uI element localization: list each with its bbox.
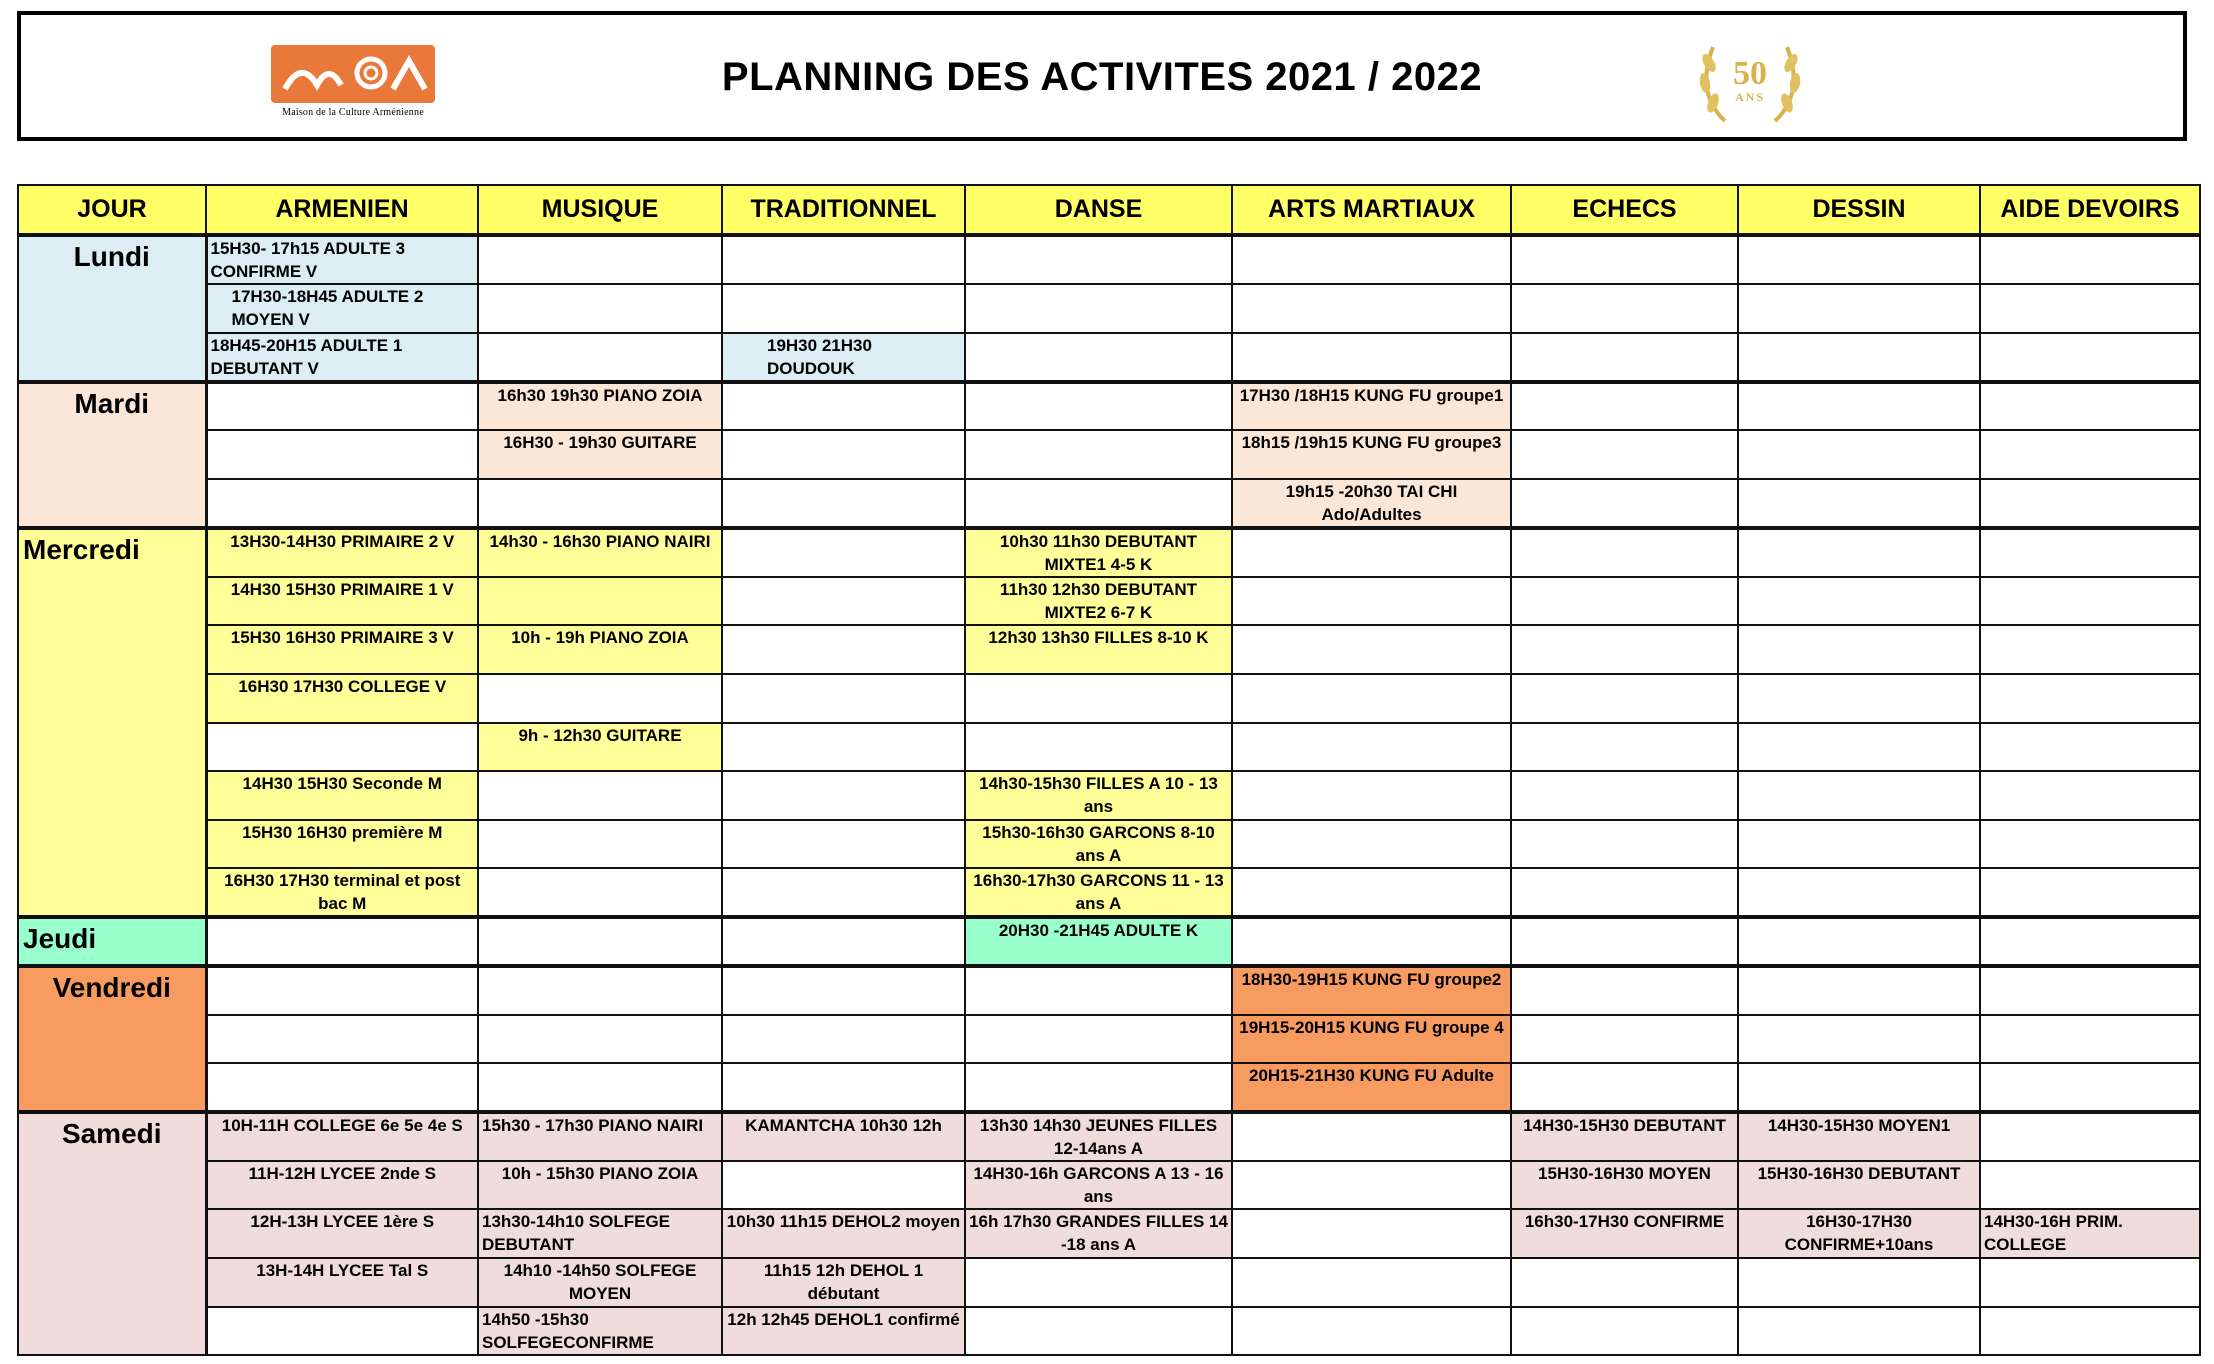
- cell-musique: 16H30 - 19h30 GUITARE: [478, 430, 722, 479]
- cell-armenien: 15H30- 17h15 ADULTE 3 CONFIRME V: [206, 235, 478, 284]
- table-row: [18, 284, 2200, 333]
- table-row: [18, 820, 2200, 869]
- col-header-arts-martiaux: ARTS MARTIAUX: [1232, 185, 1511, 235]
- cell-danse: 12h30 13h30 FILLES 8-10 K: [965, 625, 1232, 674]
- page-header: [17, 11, 2187, 141]
- cell-traditionnel: 19H30 21H30 DOUDOUK: [722, 333, 965, 382]
- cell-armenien: 13H-14H LYCEE Tal S: [206, 1258, 478, 1307]
- cell-danse: 16h30-17h30 GARCONS 11 - 13 ans A: [965, 868, 1232, 917]
- cell-musique: 13h30-14h10 SOLFEGE DEBUTANT: [478, 1209, 722, 1258]
- table-row: [18, 430, 2200, 479]
- table-row: [18, 1112, 2200, 1161]
- table-row: [18, 1015, 2200, 1064]
- cell-traditionnel: 10h30 11h15 DEHOL2 moyen: [722, 1209, 965, 1258]
- table-row: [18, 528, 2200, 577]
- cell-armenien: 15H30 16H30 première M: [206, 820, 478, 869]
- cell-arts-martiaux: 18h15 /19h15 KUNG FU groupe3: [1232, 430, 1511, 479]
- table-row: [18, 771, 2200, 820]
- table-row: [18, 333, 2200, 382]
- cell-musique: 15h30 - 17h30 PIANO NAIRI: [478, 1112, 722, 1161]
- logo-caption: Maison de la Culture Arménienne: [282, 107, 424, 118]
- cell-armenien: 11H-12H LYCEE 2nde S: [206, 1161, 478, 1210]
- table-row: [18, 577, 2200, 626]
- cell-armenien: 17H30-18H45 ADULTE 2 MOYEN V: [206, 284, 478, 333]
- table-row: [18, 1063, 2200, 1112]
- col-header-dessin: DESSIN: [1738, 185, 1980, 235]
- cell-musique: 14h30 - 16h30 PIANO NAIRI: [478, 528, 722, 577]
- table-row: [18, 917, 2200, 966]
- cell-arts-martiaux: 19h15 -20h30 TAI CHI Ado/Adultes: [1232, 479, 1511, 528]
- table-row: [18, 1258, 2200, 1307]
- table-row: [18, 479, 2200, 528]
- table-row: [18, 625, 2200, 674]
- cell-echecs: 14H30-15H30 DEBUTANT: [1511, 1112, 1738, 1161]
- day-samedi: Samedi: [18, 1112, 206, 1355]
- cell-armenien: 16H30 17H30 COLLEGE V: [206, 674, 478, 723]
- cell-dessin: 16H30-17H30 CONFIRME+10ans: [1738, 1209, 1980, 1258]
- cell-danse: 10h30 11h30 DEBUTANT MIXTE1 4-5 K: [965, 528, 1232, 577]
- page-title: PLANNING DES ACTIVITES 2021 / 2022: [721, 55, 1483, 99]
- cell-echecs: 15H30-16H30 MOYEN: [1511, 1161, 1738, 1210]
- cell-arts-martiaux: 17H30 /18H15 KUNG FU groupe1: [1232, 382, 1511, 431]
- cell-musique: 10h - 15h30 PIANO ZOIA: [478, 1161, 722, 1210]
- cell-arts-martiaux: 19H15-20H15 KUNG FU groupe 4: [1232, 1015, 1511, 1064]
- cell-armenien: 12H-13H LYCEE 1ère S: [206, 1209, 478, 1258]
- cell-musique: 16h30 19h30 PIANO ZOIA: [478, 382, 722, 431]
- table-row: [18, 235, 2200, 284]
- cell-aide-devoirs: 14H30-16H PRIM. COLLEGE: [1980, 1209, 2200, 1258]
- cell-danse: 13h30 14h30 JEUNES FILLES 12-14ans A: [965, 1112, 1232, 1161]
- cell-danse: 16h 17h30 GRANDES FILLES 14 -18 ans A: [965, 1209, 1232, 1258]
- schedule-table: [17, 184, 2201, 1356]
- cell-danse: 20H30 -21H45 ADULTE K: [965, 917, 1232, 966]
- day-jeudi: Jeudi: [18, 917, 206, 966]
- cell-musique: 9h - 12h30 GUITARE: [478, 723, 722, 772]
- cell-traditionnel: 12h 12h45 DEHOL1 confirmé: [722, 1307, 965, 1356]
- cell-musique: 14h50 -15h30 SOLFEGECONFIRME: [478, 1307, 722, 1356]
- col-header-musique: MUSIQUE: [478, 185, 722, 235]
- col-header-danse: DANSE: [965, 185, 1232, 235]
- table-row: [18, 1307, 2200, 1356]
- cell-dessin: 14H30-15H30 MOYEN1: [1738, 1112, 1980, 1161]
- anniversary-label: ANS: [1734, 90, 1765, 104]
- cell-armenien: 14H30 15H30 Seconde M: [206, 771, 478, 820]
- cell-traditionnel: KAMANTCHA 10h30 12h: [722, 1112, 965, 1161]
- cell-dessin: 15H30-16H30 DEBUTANT: [1738, 1161, 1980, 1210]
- table-row: [18, 1161, 2200, 1210]
- cell-armenien: 15H30 16H30 PRIMAIRE 3 V: [206, 625, 478, 674]
- cell-danse: 14H30-16h GARCONS A 13 - 16 ans: [965, 1161, 1232, 1210]
- col-header-jour: JOUR: [18, 185, 206, 235]
- cell-armenien: 14H30 15H30 PRIMAIRE 1 V: [206, 577, 478, 626]
- col-header-armenien: ARMENIEN: [206, 185, 478, 235]
- cell-danse: 11h30 12h30 DEBUTANT MIXTE2 6-7 K: [965, 577, 1232, 626]
- day-mardi: Mardi: [18, 382, 206, 528]
- cell-danse: 15h30-16h30 GARCONS 8-10 ans A: [965, 820, 1232, 869]
- cell-arts-martiaux: 20H15-21H30 KUNG FU Adulte: [1232, 1063, 1511, 1112]
- cell-traditionnel: 11h15 12h DEHOL 1 débutant: [722, 1258, 965, 1307]
- cell-musique: 14h10 -14h50 SOLFEGE MOYEN: [478, 1258, 722, 1307]
- cell-armenien: 10H-11H COLLEGE 6e 5e 4e S: [206, 1112, 478, 1161]
- col-header-traditionnel: TRADITIONNEL: [722, 185, 965, 235]
- day-lundi: Lundi: [18, 235, 206, 382]
- table-row: [18, 966, 2200, 1015]
- cell-arts-martiaux: 18H30-19H15 KUNG FU groupe2: [1232, 966, 1511, 1015]
- table-row: [18, 1209, 2200, 1258]
- anniversary-number: 50: [1733, 55, 1767, 92]
- table-row: [18, 868, 2200, 917]
- day-mercredi: Mercredi: [18, 528, 206, 918]
- cell-musique: 10h - 19h PIANO ZOIA: [478, 625, 722, 674]
- cell-echecs: 16h30-17H30 CONFIRME: [1511, 1209, 1738, 1258]
- col-header-aide-devoirs: AIDE DEVOIRS: [1980, 185, 2200, 235]
- table-row: [18, 674, 2200, 723]
- table-row: [18, 382, 2200, 431]
- cell-armenien: 18H45-20H15 ADULTE 1 DEBUTANT V: [206, 333, 478, 382]
- header-row: [18, 185, 2200, 235]
- col-header-echecs: ECHECS: [1511, 185, 1738, 235]
- table-row: [18, 723, 2200, 772]
- cell-armenien: 16H30 17H30 terminal et post bac M: [206, 868, 478, 917]
- anniversary-emblem: [1685, 33, 1815, 133]
- day-vendredi: Vendredi: [18, 966, 206, 1112]
- cell-armenien: 13H30-14H30 PRIMAIRE 2 V: [206, 528, 478, 577]
- cell-danse: 14h30-15h30 FILLES A 10 - 13 ans: [965, 771, 1232, 820]
